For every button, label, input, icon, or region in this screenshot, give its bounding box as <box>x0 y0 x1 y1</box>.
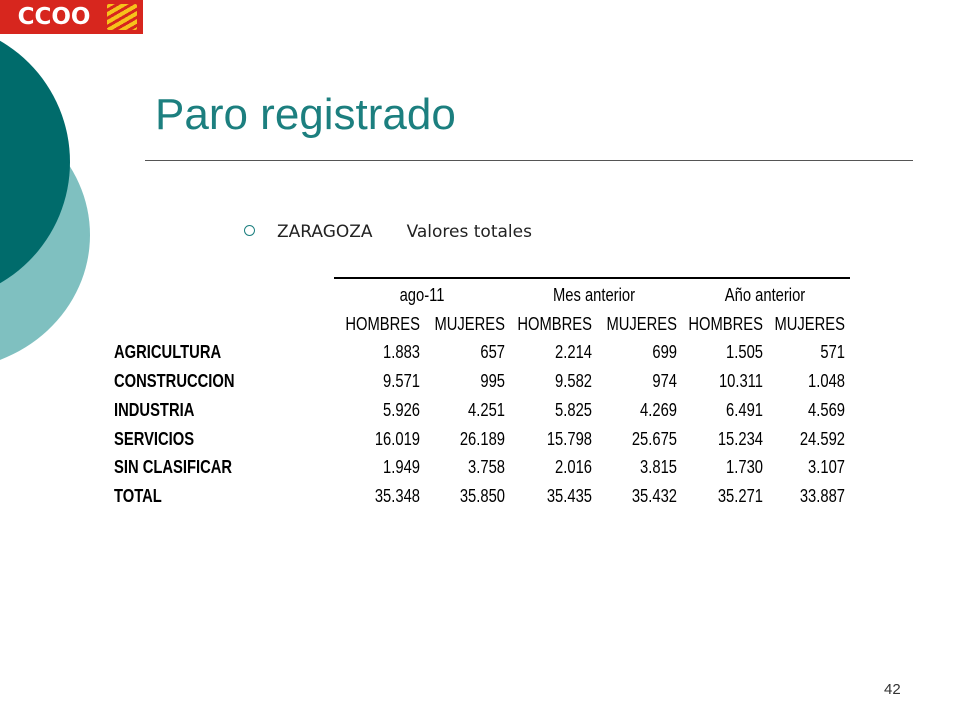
table-cell: 35.432 <box>631 486 677 506</box>
logo-text: CCOO <box>17 4 91 30</box>
period-header: Mes anterior <box>552 285 636 305</box>
column-header: MUJERES <box>606 314 677 334</box>
column-header: MUJERES <box>774 314 845 334</box>
ccoo-logo <box>0 0 143 34</box>
table-cell: 26.189 <box>459 429 505 449</box>
table-cell: 3.107 <box>808 457 845 477</box>
table-cell: 4.251 <box>468 400 505 420</box>
table-cell: 995 <box>480 371 505 391</box>
period-header: Año anterior <box>724 285 806 305</box>
row-label: SERVICIOS <box>114 429 195 449</box>
table-cell: 5.926 <box>383 400 420 420</box>
table-cell: 6.491 <box>726 400 763 420</box>
table-cell: 2.214 <box>555 342 592 362</box>
row-label: INDUSTRIA <box>114 400 195 420</box>
row-label: AGRICULTURA <box>114 342 222 362</box>
bullet-region: ZARAGOZA <box>277 222 373 242</box>
table-cell: 1.949 <box>383 457 420 477</box>
table-cell: 9.571 <box>383 371 420 391</box>
table-cell: 33.887 <box>799 486 845 506</box>
bullet-line <box>244 222 532 242</box>
column-header: HOMBRES <box>517 314 592 334</box>
table-cell: 974 <box>652 371 677 391</box>
page-title: Paro registrado <box>155 90 456 139</box>
column-header: MUJERES <box>434 314 505 334</box>
row-label: TOTAL <box>114 486 162 506</box>
aragon-flag-icon <box>107 4 137 30</box>
table-cell: 1.505 <box>726 342 763 362</box>
table-cell: 25.675 <box>631 429 677 449</box>
circle-bullet-icon <box>244 225 255 236</box>
title-divider <box>145 160 913 161</box>
table-cell: 15.234 <box>717 429 763 449</box>
table-top-border <box>334 277 850 279</box>
row-label: CONSTRUCCION <box>114 371 235 391</box>
table-cell: 1.883 <box>383 342 420 362</box>
table-cell: 571 <box>820 342 845 362</box>
table-cell: 4.569 <box>808 400 845 420</box>
table-cell: 24.592 <box>799 429 845 449</box>
table-cell: 3.758 <box>468 457 505 477</box>
column-header: HOMBRES <box>345 314 420 334</box>
bullet-label: Valores totales <box>406 222 532 242</box>
table-cell: 699 <box>652 342 677 362</box>
table-cell: 657 <box>480 342 505 362</box>
table-cell: 35.850 <box>459 486 505 506</box>
table-cell: 3.815 <box>640 457 677 477</box>
table-cell: 9.582 <box>555 371 592 391</box>
table-cell: 2.016 <box>555 457 592 477</box>
table-cell: 1.730 <box>726 457 763 477</box>
page-number: 42 <box>884 681 901 698</box>
table-cell: 5.825 <box>555 400 592 420</box>
column-header: HOMBRES <box>688 314 763 334</box>
table-cell: 15.798 <box>546 429 592 449</box>
table-cell: 35.348 <box>374 486 420 506</box>
table-cell: 10.311 <box>718 371 763 391</box>
table-cell: 35.271 <box>717 486 763 506</box>
period-header: ago-11 <box>399 285 445 305</box>
table-cell: 4.269 <box>640 400 677 420</box>
table-cell: 1.048 <box>808 371 845 391</box>
row-label: SIN CLASIFICAR <box>114 457 233 477</box>
table-cell: 35.435 <box>546 486 592 506</box>
table-cell: 16.019 <box>374 429 420 449</box>
